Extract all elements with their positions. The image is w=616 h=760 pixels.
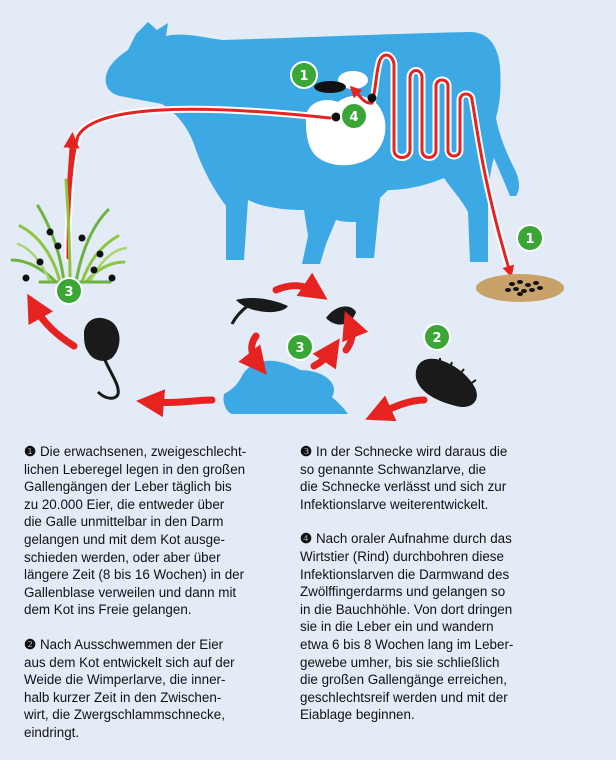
- svg-text:4: 4: [349, 110, 359, 125]
- paragraph-step-3-text: In der Schnecke wird daraus die so genannte Schwanzlarve, die die Schnecke verlässt und sich zur Infektionslarve weiterentwickelt.: [300, 444, 508, 512]
- svg-text:3: 3: [64, 285, 74, 300]
- miracidium-larva: [84, 318, 120, 398]
- paragraph-step-4-text: Nach oraler Aufnahme durch das Wirtstier (Rind) durchbohren diese Infektionslarven die Darmwand des Zwölffingerdarms und gelangen so in die Bauchhöhle. Von dort dringen sie in die Leber ein und wandern etwa 6 bis 8 Wochen lang im Leber- gewebe umher, bis sie schließlich die großen Gallengänge erreichen, geschlechtsreif werden und mit der Eiablage beginnen.: [300, 531, 514, 723]
- svg-text:2: 2: [432, 331, 442, 346]
- snail: [223, 361, 348, 414]
- cercaria-larvae: [232, 298, 356, 325]
- paragraph-step-2: [24, 636, 294, 742]
- bullet-4: ❹: [300, 531, 313, 547]
- adult-fluke: [314, 81, 346, 93]
- bullet-3: ❸: [300, 444, 313, 459]
- badge-egg: [424, 324, 450, 350]
- paragraph-step-1: [24, 443, 294, 619]
- svg-text:3: 3: [295, 341, 305, 356]
- paragraph-step-4: [300, 530, 600, 724]
- badge-grass: [56, 278, 82, 304]
- svg-text:1: 1: [299, 69, 309, 84]
- paragraph-step-1-text: Die erwachsenen, zweigeschlecht- lichen Leberegel legen in den großen Gallengängen der Leber täglich bis zu 20.000 Eier, die entweder über die Galle unmittelbar in den Darm gelangen und mit dem Kot ausge- schieden werden, oder aber über längere Zeit (8 bis 16 Wochen) in der Gallenblase verweilen und dann mit dem Kot ins Freie gelangen.: [24, 444, 247, 618]
- description-right-column: [300, 443, 600, 741]
- bullet-1: ❶: [24, 444, 37, 459]
- svg-text:1: 1: [525, 232, 535, 247]
- paragraph-step-3: [300, 443, 600, 513]
- dung-pile: [476, 274, 564, 302]
- badge-cow-liver: [341, 103, 367, 129]
- badge-snail: [287, 334, 313, 360]
- description-left-column: [24, 443, 294, 759]
- badge-cow-top: [291, 62, 317, 88]
- bullet-2: ❷: [24, 636, 37, 652]
- badge-dung: [517, 225, 543, 251]
- paragraph-step-2-text: Nach Ausschwemmen der Eier aus dem Kot entwickelt sich auf der Weide die Wimperlarve, die inner- halb kurzer Zeit in den Zwischen- wirt, die Zwergschlammschnecke, eindringt.: [24, 636, 235, 740]
